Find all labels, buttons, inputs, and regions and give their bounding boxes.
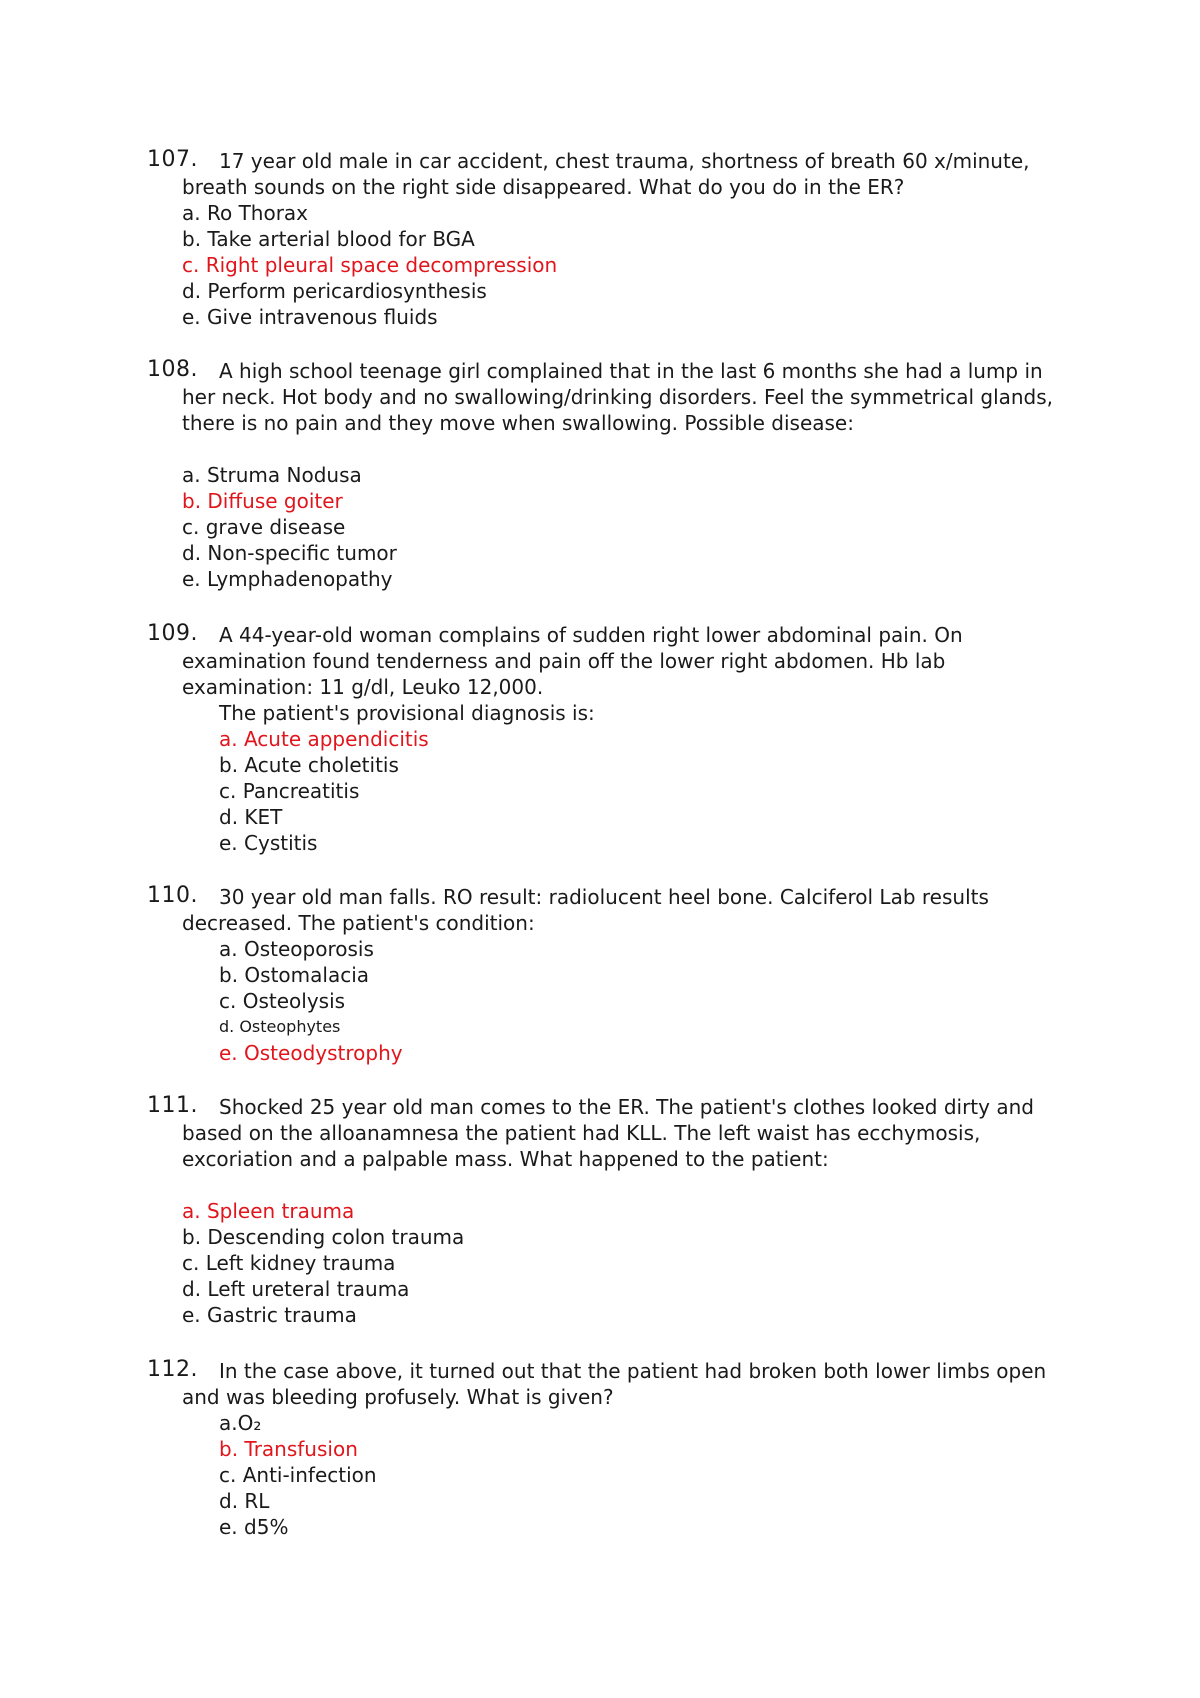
question-109 bbox=[0, 622, 1200, 856]
option-c-correct: c. Right pleural space decompression bbox=[182, 253, 558, 277]
option-c: c. Pancreatitis bbox=[219, 779, 360, 803]
stem-line: decreased. The patient's condition: bbox=[182, 911, 535, 935]
option-d: d. Osteophytes bbox=[219, 1017, 341, 1036]
option-d: d. RL bbox=[219, 1489, 270, 1513]
question-107 bbox=[0, 148, 1200, 330]
question-number: 109. bbox=[147, 621, 198, 646]
question-stem bbox=[182, 1094, 1070, 1172]
question-108 bbox=[0, 358, 1200, 592]
question-stem bbox=[182, 884, 1070, 936]
stem-line: breath sounds on the right side disappeared. What do you do in the ER? bbox=[182, 175, 905, 199]
option-c: c. grave disease bbox=[182, 515, 346, 539]
question-number: 107. bbox=[147, 147, 198, 172]
option-b: b. Take arterial blood for BGA bbox=[182, 227, 475, 251]
option-d: d. Perform pericardiosynthesis bbox=[182, 279, 487, 303]
option-c: c. Osteolysis bbox=[219, 989, 346, 1013]
option-b: b. Acute choletitis bbox=[219, 753, 399, 777]
option-d: d. Non-specific tumor bbox=[182, 541, 397, 565]
question-stem bbox=[182, 358, 1070, 436]
option-a-correct: a. Acute appendicitis bbox=[219, 727, 429, 751]
option-e: e. Lymphadenopathy bbox=[182, 567, 393, 591]
stem-line: Shocked 25 year old man comes to the ER. The patient's clothes looked dirty and bbox=[219, 1095, 1034, 1119]
option-e: e. d5% bbox=[219, 1515, 289, 1539]
option-d: d. Left ureteral trauma bbox=[182, 1277, 410, 1301]
option-d: d. KET bbox=[219, 805, 283, 829]
stem-line: based on the alloanamnesa the patient had KLL. The left waist has ecchymosis, bbox=[182, 1121, 981, 1145]
question-112 bbox=[0, 1358, 1200, 1540]
stem-line: examination found tenderness and pain off the lower right abdomen. Hb lab bbox=[182, 649, 946, 673]
question-stem bbox=[182, 148, 1070, 200]
question-number: 111. bbox=[147, 1093, 198, 1118]
option-a: a.O₂ bbox=[219, 1411, 262, 1435]
stem-line: A high school teenage girl complained that in the last 6 months she had a lump in bbox=[219, 359, 1043, 383]
stem-line: 30 year old man falls. RO result: radiolucent heel bone. Calciferol Lab results bbox=[219, 885, 989, 909]
option-a-correct: a. Spleen trauma bbox=[182, 1199, 355, 1223]
option-c: c. Anti-infection bbox=[219, 1463, 377, 1487]
sub-prompt: The patient's provisional diagnosis is: bbox=[219, 701, 595, 725]
option-e-correct: e. Osteodystrophy bbox=[219, 1041, 403, 1065]
stem-line: there is no pain and they move when swallowing. Possible disease: bbox=[182, 411, 854, 435]
stem-line: A 44-year-old woman complains of sudden right lower abdominal pain. On bbox=[219, 623, 963, 647]
option-b: b. Ostomalacia bbox=[219, 963, 370, 987]
stem-line: her neck. Hot body and no swallowing/drinking disorders. Feel the symmetrical glands, bbox=[182, 385, 1054, 409]
option-b-correct: b. Transfusion bbox=[219, 1437, 358, 1461]
stem-line: 17 year old male in car accident, chest trauma, shortness of breath 60 x/minute, bbox=[219, 149, 1030, 173]
option-e: e. Gastric trauma bbox=[182, 1303, 357, 1327]
stem-line: In the case above, it turned out that the patient had broken both lower limbs open bbox=[219, 1359, 1047, 1383]
stem-line: examination: 11 g/dl, Leuko 12,000. bbox=[182, 675, 544, 699]
option-b-correct: b. Diffuse goiter bbox=[182, 489, 343, 513]
stem-line: excoriation and a palpable mass. What happened to the patient: bbox=[182, 1147, 829, 1171]
option-a: a. Struma Nodusa bbox=[182, 463, 362, 487]
option-e: e. Cystitis bbox=[219, 831, 318, 855]
question-number: 108. bbox=[147, 357, 198, 382]
stem-line: and was bleeding profusely. What is given? bbox=[182, 1385, 614, 1409]
option-c: c. Left kidney trauma bbox=[182, 1251, 396, 1275]
question-110 bbox=[0, 884, 1200, 1066]
question-111 bbox=[0, 1094, 1200, 1328]
option-b: b. Descending colon trauma bbox=[182, 1225, 465, 1249]
question-number: 112. bbox=[147, 1357, 198, 1382]
question-stem bbox=[182, 1358, 1070, 1410]
question-number: 110. bbox=[147, 883, 198, 908]
question-stem bbox=[182, 622, 1070, 700]
option-e: e. Give intravenous fluids bbox=[182, 305, 438, 329]
option-a: a. Ro Thorax bbox=[182, 201, 309, 225]
option-a: a. Osteoporosis bbox=[219, 937, 374, 961]
